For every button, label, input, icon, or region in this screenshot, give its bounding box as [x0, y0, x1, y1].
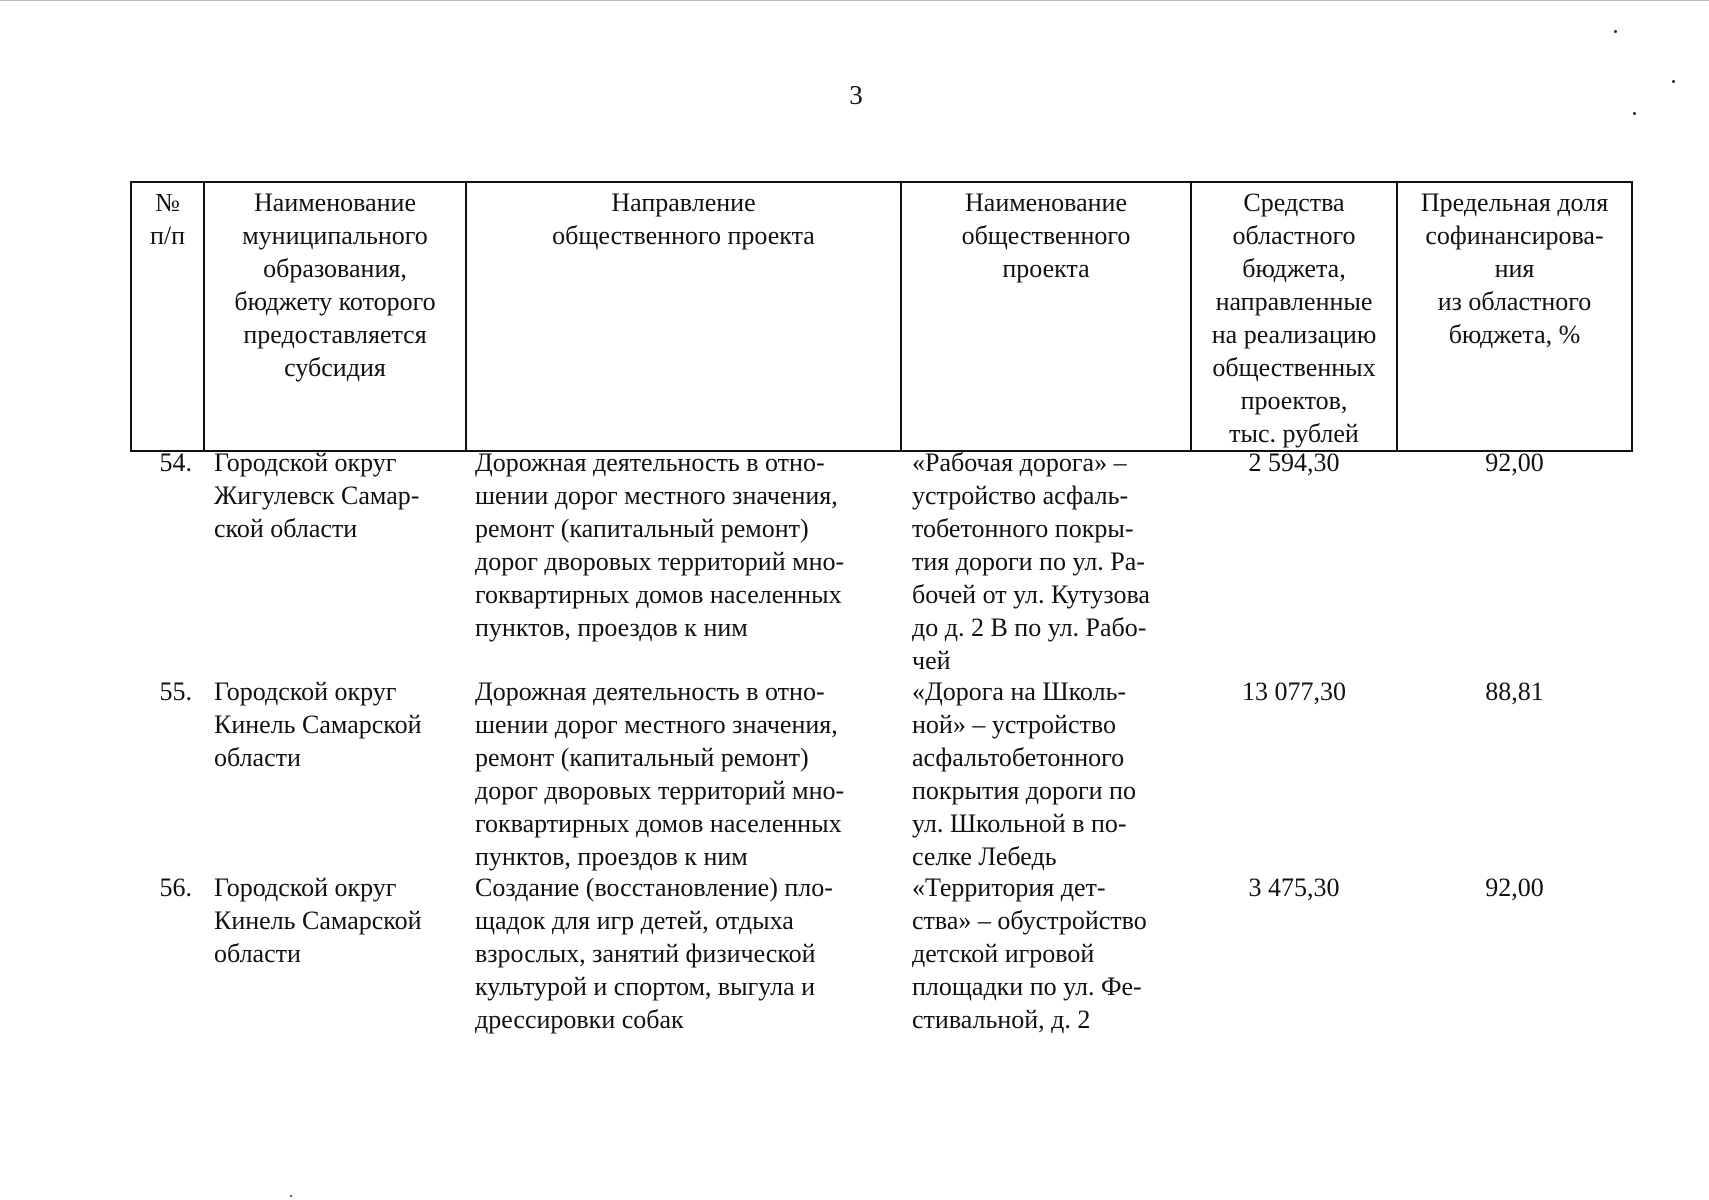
header-row — [131, 182, 1632, 451]
scan-speck — [1614, 30, 1617, 33]
row-number: 54. — [159, 448, 192, 477]
scan-speck — [1672, 80, 1675, 83]
page-number: 3 — [849, 80, 863, 110]
funds-cell: 3 475,30 — [1248, 873, 1340, 902]
municipality-cell: Городской округ Жигулевск Самар- ской области — [214, 448, 420, 543]
direction-cell: Создание (восстановление) пло- щадок для игр детей, отдыха взрослых, занятий физической культурой и спортом, выгула и дрессировки собак — [475, 873, 833, 1034]
table-header — [130, 181, 1633, 452]
scan-top-edge — [0, 0, 1709, 1]
project-name-cell: «Рабочая дорога» – устройство асфаль- тобетонного покры- тия дороги по ул. Ра- бочей от ул. Кутузова до д. 2 В по ул. Рабо- чей — [912, 448, 1150, 675]
column-header-project-name: Наименование общественного проекта — [901, 182, 1191, 451]
row-number: 55. — [159, 677, 192, 706]
scan-speck — [290, 1195, 292, 1197]
direction-cell: Дорожная деятельность в отно- шении дорог местного значения, ремонт (капитальный ремонт) дорог дворовых территорий мно- гоквартирных домов населенных пунктов, проездов к ним — [475, 448, 845, 642]
column-header-municipality: Наименование муниципального образования, бюджету которого предоставляется субсидия — [204, 182, 466, 451]
funds-cell: 2 594,30 — [1248, 448, 1340, 477]
column-header-number: № п/п — [131, 182, 204, 451]
share-cell: 92,00 — [1485, 873, 1544, 902]
scan-speck — [1633, 112, 1636, 115]
project-name-cell: «Дорога на Школь- ной» – устройство асфальтобетонного покрытия дороги по ул. Школьной в по- селке Лебедь — [912, 677, 1136, 871]
column-header-funds: Средства областного бюджета, направленные на реализацию общественных проектов, тыс. рублей — [1191, 182, 1397, 451]
share-cell: 92,00 — [1485, 448, 1544, 477]
share-cell: 88,81 — [1485, 677, 1544, 706]
column-header-direction: Направление общественного проекта — [466, 182, 901, 451]
column-header-share: Предельная доля софинансирова- ния из областного бюджета, % — [1397, 182, 1632, 451]
municipality-cell: Городской округ Кинель Самарской области — [214, 677, 422, 772]
project-name-cell: «Территория дет- ства» – обустройство детской игровой площадки по ул. Фе- стивальной, д. 2 — [912, 873, 1147, 1034]
row-number: 56. — [159, 873, 192, 902]
funds-cell: 13 077,30 — [1242, 677, 1346, 706]
direction-cell: Дорожная деятельность в отно- шении дорог местного значения, ремонт (капитальный ремонт) дорог дворовых территорий мно- гоквартирных домов населенных пунктов, проездов к ним — [475, 677, 845, 871]
municipality-cell: Городской округ Кинель Самарской области — [214, 873, 422, 968]
